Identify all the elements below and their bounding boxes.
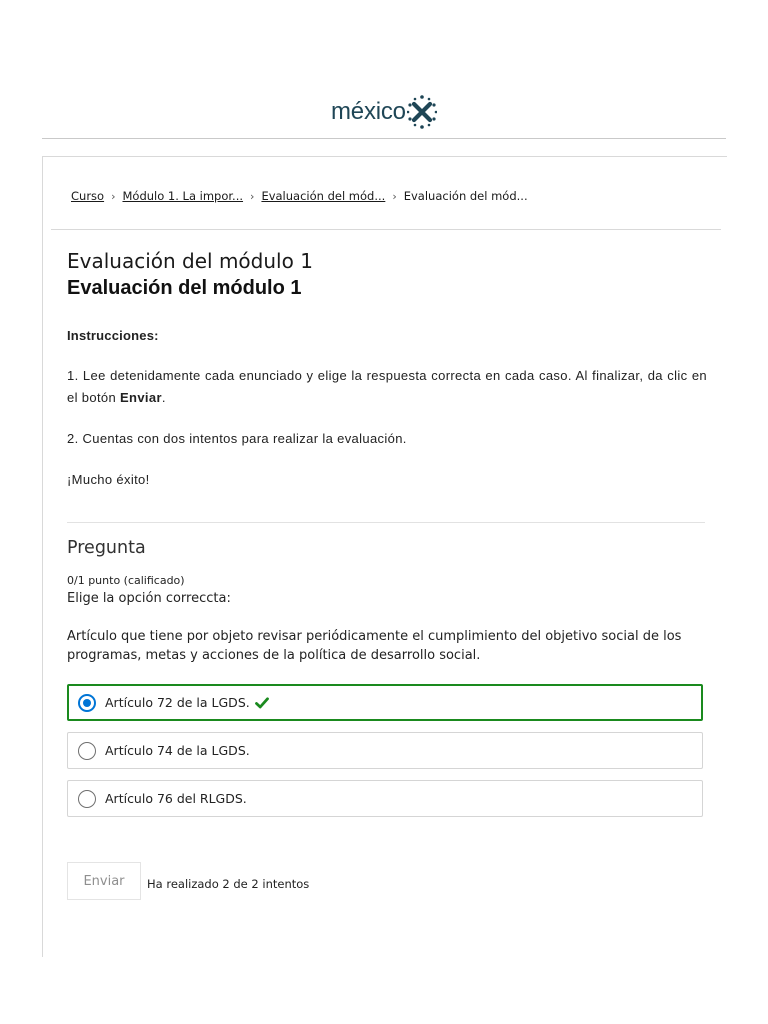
breadcrumb-divider: [51, 229, 721, 230]
breadcrumb-section-link[interactable]: Evaluación del mód...: [261, 189, 386, 203]
instructions-step-1-bold: Enviar: [120, 390, 162, 405]
site-header: [0, 0, 768, 138]
instructions-heading: Instrucciones:: [67, 328, 159, 343]
submit-button[interactable]: Enviar: [67, 862, 141, 900]
answer-option-label: Artículo 72 de la LGDS.: [105, 695, 250, 710]
mexicox-logo[interactable]: [331, 92, 437, 132]
answer-option-3[interactable]: [67, 780, 703, 817]
unit-title: Evaluación del módulo 1: [67, 249, 313, 273]
radio-button-selected[interactable]: [78, 694, 96, 712]
course-content-panel: [42, 156, 727, 957]
breadcrumb: [71, 189, 528, 203]
radio-button[interactable]: [78, 742, 96, 760]
instructions-step-1-end: .: [161, 390, 166, 405]
header-divider: [42, 138, 726, 139]
problem-points: 0/1 punto (calificado): [67, 574, 185, 587]
question-divider: [67, 522, 705, 523]
mexicox-x-mark-icon: [407, 93, 437, 133]
instructions-step-1: [67, 365, 707, 409]
attempts-status: Ha realizado 2 de 2 intentos: [147, 877, 310, 891]
instructions-step-1-text: 1. Lee detenidamente cada enunciado y elige la respuesta correcta en cada caso. Al finalizar, da clic en el botón: [67, 368, 707, 405]
breadcrumb-current: Evaluación del mód...: [403, 189, 528, 203]
instructions-closing: ¡Mucho éxito!: [67, 472, 150, 487]
breadcrumb-module-link[interactable]: Módulo 1. La impor...: [122, 189, 244, 203]
breadcrumb-separator-icon: ›: [111, 189, 116, 203]
answer-option-label: Artículo 74 de la LGDS.: [105, 743, 250, 758]
instructions-step-2: 2. Cuentas con dos intentos para realizar la evaluación.: [67, 431, 407, 446]
answer-option-1[interactable]: [67, 684, 703, 721]
answer-option-2[interactable]: [67, 732, 703, 769]
problem-heading: Pregunta: [67, 538, 146, 558]
breadcrumb-separator-icon: ›: [392, 189, 397, 203]
breadcrumb-course-link[interactable]: Curso: [71, 189, 105, 203]
breadcrumb-separator-icon: ›: [250, 189, 255, 203]
problem-question: Artículo que tiene por objeto revisar periódicamente el cumplimiento del objetivo social de los programas, metas y acciones de la política de desarrollo social.: [67, 629, 682, 663]
correct-checkmark-icon: [255, 697, 269, 709]
unit-heading: Evaluación del módulo 1: [67, 277, 302, 299]
answer-option-label: Artículo 76 del RLGDS.: [105, 791, 247, 806]
problem-instruction: Elige la opción correccta:: [67, 591, 231, 606]
radio-button[interactable]: [78, 790, 96, 808]
logo-text: méxico: [331, 98, 406, 125]
